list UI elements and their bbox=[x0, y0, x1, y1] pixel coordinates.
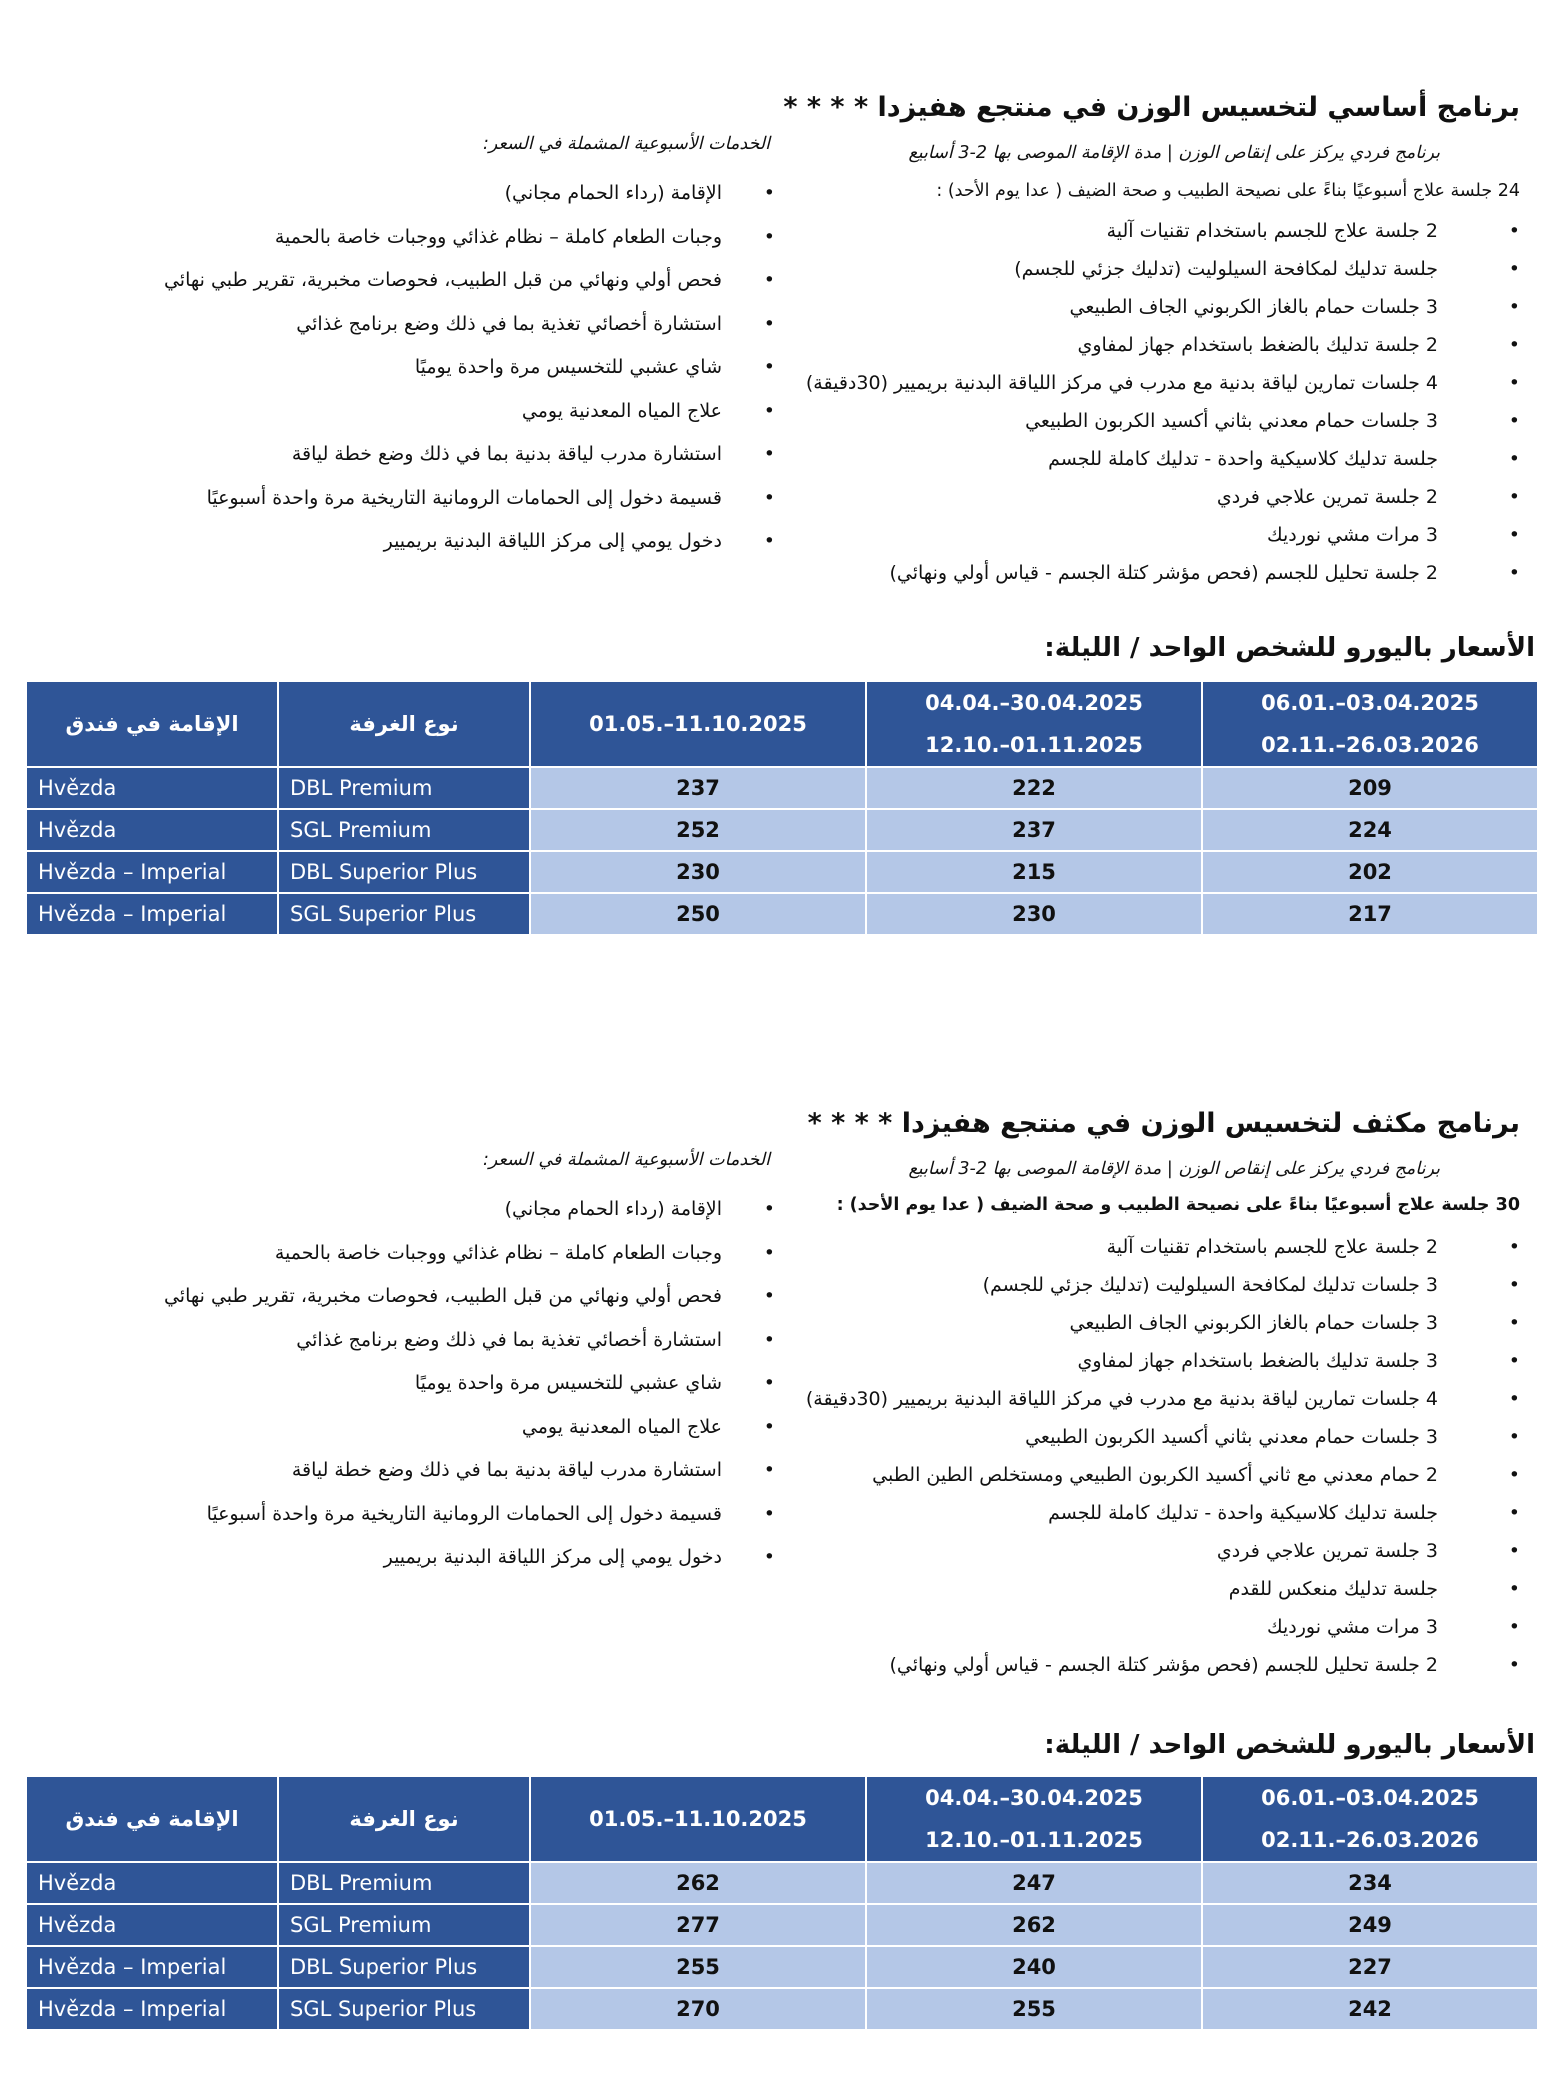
hotel-cell: Hvězda – Imperial bbox=[26, 1946, 278, 1988]
price-cell: 237 bbox=[866, 809, 1202, 851]
price-table bbox=[25, 680, 1539, 936]
column-header-period-2 bbox=[866, 681, 1202, 767]
price-table bbox=[25, 1775, 1539, 2031]
sessions-heading: 24 جلسة علاج أسبوعيًا بناءً على نصيحة الطبيب و صحة الضيف ( عدا يوم الأحد) : bbox=[936, 181, 1520, 201]
period-line: 12.10.–01.11.2025 bbox=[925, 1828, 1143, 1852]
column-header-period-2 bbox=[866, 1776, 1202, 1862]
price-cell: 237 bbox=[530, 767, 866, 809]
list-item: الإقامة (رداء الحمام مجاني) • bbox=[164, 172, 775, 216]
list-item: شاي عشبي للتخسيس مرة واحدة يوميًا • bbox=[164, 346, 775, 390]
list-item: 2 جلسة علاج للجسم باستخدام تقنيات آلية • bbox=[806, 212, 1520, 250]
list-item: استشارة مدرب لياقة بدنية بما في ذلك وضع خطة لياقة • bbox=[164, 1449, 775, 1493]
list-item: 3 جلسات حمام بالغاز الكربوني الجاف الطبيعي • bbox=[806, 288, 1520, 326]
room-cell: DBL Premium bbox=[278, 767, 530, 809]
table-header-row bbox=[26, 1776, 1538, 1862]
program-subtitle: برنامج فردي يركز على إنقاص الوزن | مدة الإقامة الموصى بها 2-3 أسابيع bbox=[908, 143, 1440, 163]
list-item: 3 مرات مشي نورديك • bbox=[806, 1608, 1520, 1646]
list-item: استشارة أخصائي تغذية بما في ذلك وضع برنامج غذائي • bbox=[164, 303, 775, 347]
room-cell: SGL Premium bbox=[278, 1904, 530, 1946]
list-item: علاج المياه المعدنية يومي • bbox=[164, 390, 775, 434]
list-item: جلسة تدليك كلاسيكية واحدة - تدليك كاملة للجسم • bbox=[806, 1494, 1520, 1532]
period-line: 06.01.–03.04.2025 bbox=[1261, 1786, 1479, 1810]
price-cell: 262 bbox=[530, 1862, 866, 1904]
list-item: 2 جلسة تدليك بالضغط باستخدام جهاز لمفاوي • bbox=[806, 326, 1520, 364]
hotel-cell: Hvězda bbox=[26, 809, 278, 851]
list-item: 2 جلسة تمرين علاجي فردي • bbox=[806, 478, 1520, 516]
room-cell: SGL Superior Plus bbox=[278, 893, 530, 935]
list-item: دخول يومي إلى مركز اللياقة البدنية بريميير • bbox=[164, 1536, 775, 1580]
list-item: قسيمة دخول إلى الحمامات الرومانية التاريخية مرة واحدة أسبوعيًا • bbox=[164, 477, 775, 521]
list-item: 2 جلسة تحليل للجسم (فحص مؤشر كتلة الجسم - قياس أولي ونهائي) • bbox=[806, 1646, 1520, 1684]
list-item: شاي عشبي للتخسيس مرة واحدة يوميًا • bbox=[164, 1362, 775, 1406]
price-cell: 217 bbox=[1202, 893, 1538, 935]
list-item: جلسة تدليك لمكافحة السيلوليت (تدليك جزئي للجسم) • bbox=[806, 250, 1520, 288]
column-header-hotel: الإقامة في فندق bbox=[26, 1776, 278, 1862]
price-cell: 255 bbox=[866, 1988, 1202, 2030]
column-header-period-3 bbox=[1202, 681, 1538, 767]
price-cell: 240 bbox=[866, 1946, 1202, 1988]
room-cell: DBL Premium bbox=[278, 1862, 530, 1904]
list-item: 2 جلسة تحليل للجسم (فحص مؤشر كتلة الجسم - قياس أولي ونهائي) • bbox=[806, 554, 1520, 592]
list-item: علاج المياه المعدنية يومي • bbox=[164, 1406, 775, 1450]
table-row bbox=[26, 1946, 1538, 1988]
table-row bbox=[26, 767, 1538, 809]
hotel-cell: Hvězda bbox=[26, 767, 278, 809]
list-item: 3 جلسات حمام معدني بثاني أكسيد الكربون الطبيعي • bbox=[806, 402, 1520, 440]
price-cell: 252 bbox=[530, 809, 866, 851]
list-item: جلسة تدليك منعكس للقدم • bbox=[806, 1570, 1520, 1608]
column-header-room: نوع الغرفة bbox=[278, 681, 530, 767]
price-cell: 215 bbox=[866, 851, 1202, 893]
price-cell: 270 bbox=[530, 1988, 866, 2030]
list-item: 3 جلسات حمام معدني بثاني أكسيد الكربون الطبيعي • bbox=[806, 1418, 1520, 1456]
sessions-list bbox=[806, 1228, 1520, 1684]
list-item: استشارة مدرب لياقة بدنية بما في ذلك وضع خطة لياقة • bbox=[164, 433, 775, 477]
hotel-cell: Hvězda – Imperial bbox=[26, 893, 278, 935]
list-item: 3 جلسات تدليك لمكافحة السيلوليت (تدليك جزئي للجسم) • bbox=[806, 1266, 1520, 1304]
services-heading: الخدمات الأسبوعية المشملة في السعر: bbox=[482, 134, 770, 154]
list-item: وجبات الطعام كاملة – نظام غذائي ووجبات خاصة بالحمية • bbox=[164, 216, 775, 260]
price-cell: 250 bbox=[530, 893, 866, 935]
prices-heading: الأسعار باليورو للشخص الواحد / الليلة: bbox=[1044, 633, 1535, 663]
program-title: برنامج مكثف لتخسيس الوزن في منتجع هفيزدا * * * * bbox=[807, 1108, 1520, 1139]
price-cell: 227 bbox=[1202, 1946, 1538, 1988]
list-item: دخول يومي إلى مركز اللياقة البدنية بريميير • bbox=[164, 520, 775, 564]
period-line: 12.10.–01.11.2025 bbox=[925, 733, 1143, 757]
period-line: 02.11.–26.03.2026 bbox=[1261, 1828, 1479, 1852]
list-item: الإقامة (رداء الحمام مجاني) • bbox=[164, 1188, 775, 1232]
column-header-room: نوع الغرفة bbox=[278, 1776, 530, 1862]
services-list bbox=[164, 172, 775, 564]
list-item: 3 جلسة تدليك بالضغط باستخدام جهاز لمفاوي • bbox=[806, 1342, 1520, 1380]
hotel-cell: Hvězda bbox=[26, 1862, 278, 1904]
price-cell: 262 bbox=[866, 1904, 1202, 1946]
list-item: 3 جلسة تمرين علاجي فردي • bbox=[806, 1532, 1520, 1570]
period-line: 02.11.–26.03.2026 bbox=[1261, 733, 1479, 757]
list-item: 4 جلسات تمارين لياقة بدنية مع مدرب في مركز اللياقة البدنية بريميير (30دقيقة) • bbox=[806, 1380, 1520, 1418]
room-cell: SGL Premium bbox=[278, 809, 530, 851]
table-row bbox=[26, 1862, 1538, 1904]
table-row bbox=[26, 1904, 1538, 1946]
price-cell: 277 bbox=[530, 1904, 866, 1946]
period-line: 04.04.–30.04.2025 bbox=[925, 1786, 1143, 1810]
price-cell: 224 bbox=[1202, 809, 1538, 851]
period-line: 04.04.–30.04.2025 bbox=[925, 691, 1143, 715]
room-cell: SGL Superior Plus bbox=[278, 1988, 530, 2030]
table-row bbox=[26, 851, 1538, 893]
program-title: برنامج أساسي لتخسيس الوزن في منتجع هفيزدا * * * * bbox=[783, 92, 1520, 123]
hotel-cell: Hvězda – Imperial bbox=[26, 1988, 278, 2030]
list-item: 2 جلسة علاج للجسم باستخدام تقنيات آلية • bbox=[806, 1228, 1520, 1266]
price-cell: 222 bbox=[866, 767, 1202, 809]
list-item: وجبات الطعام كاملة – نظام غذائي ووجبات خاصة بالحمية • bbox=[164, 1232, 775, 1276]
table-row bbox=[26, 809, 1538, 851]
hotel-cell: Hvězda – Imperial bbox=[26, 851, 278, 893]
list-item: فحص أولي ونهائي من قبل الطبيب، فحوصات مخبرية، تقرير طبي نهائي • bbox=[164, 1275, 775, 1319]
price-cell: 230 bbox=[530, 851, 866, 893]
list-item: 3 مرات مشي نورديك • bbox=[806, 516, 1520, 554]
room-cell: DBL Superior Plus bbox=[278, 1946, 530, 1988]
sessions-list bbox=[806, 212, 1520, 592]
list-item: قسيمة دخول إلى الحمامات الرومانية التاريخية مرة واحدة أسبوعيًا • bbox=[164, 1493, 775, 1537]
hotel-cell: Hvězda bbox=[26, 1904, 278, 1946]
list-item: جلسة تدليك كلاسيكية واحدة - تدليك كاملة للجسم • bbox=[806, 440, 1520, 478]
list-item: 2 حمام معدني مع ثاني أكسيد الكربون الطبيعي ومستخلص الطين الطبي • bbox=[806, 1456, 1520, 1494]
list-item: 3 جلسات حمام بالغاز الكربوني الجاف الطبيعي • bbox=[806, 1304, 1520, 1342]
prices-heading: الأسعار باليورو للشخص الواحد / الليلة: bbox=[1044, 1730, 1535, 1760]
column-header-hotel: الإقامة في فندق bbox=[26, 681, 278, 767]
price-cell: 242 bbox=[1202, 1988, 1538, 2030]
program-subtitle: برنامج فردي يركز على إنقاص الوزن | مدة الإقامة الموصى بها 2-3 أسابيع bbox=[908, 1159, 1440, 1179]
table-row bbox=[26, 1988, 1538, 2030]
period-line: 06.01.–03.04.2025 bbox=[1261, 691, 1479, 715]
price-cell: 249 bbox=[1202, 1904, 1538, 1946]
list-item: 4 جلسات تمارين لياقة بدنية مع مدرب في مركز اللياقة البدنية بريميير (30دقيقة) • bbox=[806, 364, 1520, 402]
price-cell: 230 bbox=[866, 893, 1202, 935]
services-heading: الخدمات الأسبوعية المشملة في السعر: bbox=[482, 1150, 770, 1170]
column-header-period-1: 01.05.–11.10.2025 bbox=[530, 1776, 866, 1862]
room-cell: DBL Superior Plus bbox=[278, 851, 530, 893]
price-cell: 209 bbox=[1202, 767, 1538, 809]
price-cell: 247 bbox=[866, 1862, 1202, 1904]
list-item: استشارة أخصائي تغذية بما في ذلك وضع برنامج غذائي • bbox=[164, 1319, 775, 1363]
sessions-heading: 30 جلسة علاج أسبوعيًا بناءً على نصيحة الطبيب و صحة الضيف ( عدا يوم الأحد) : bbox=[836, 1195, 1520, 1215]
table-header-row bbox=[26, 681, 1538, 767]
services-list bbox=[164, 1188, 775, 1580]
list-item: فحص أولي ونهائي من قبل الطبيب، فحوصات مخبرية، تقرير طبي نهائي • bbox=[164, 259, 775, 303]
price-cell: 255 bbox=[530, 1946, 866, 1988]
column-header-period-1: 01.05.–11.10.2025 bbox=[530, 681, 866, 767]
column-header-period-3 bbox=[1202, 1776, 1538, 1862]
table-row bbox=[26, 893, 1538, 935]
price-cell: 234 bbox=[1202, 1862, 1538, 1904]
price-cell: 202 bbox=[1202, 851, 1538, 893]
